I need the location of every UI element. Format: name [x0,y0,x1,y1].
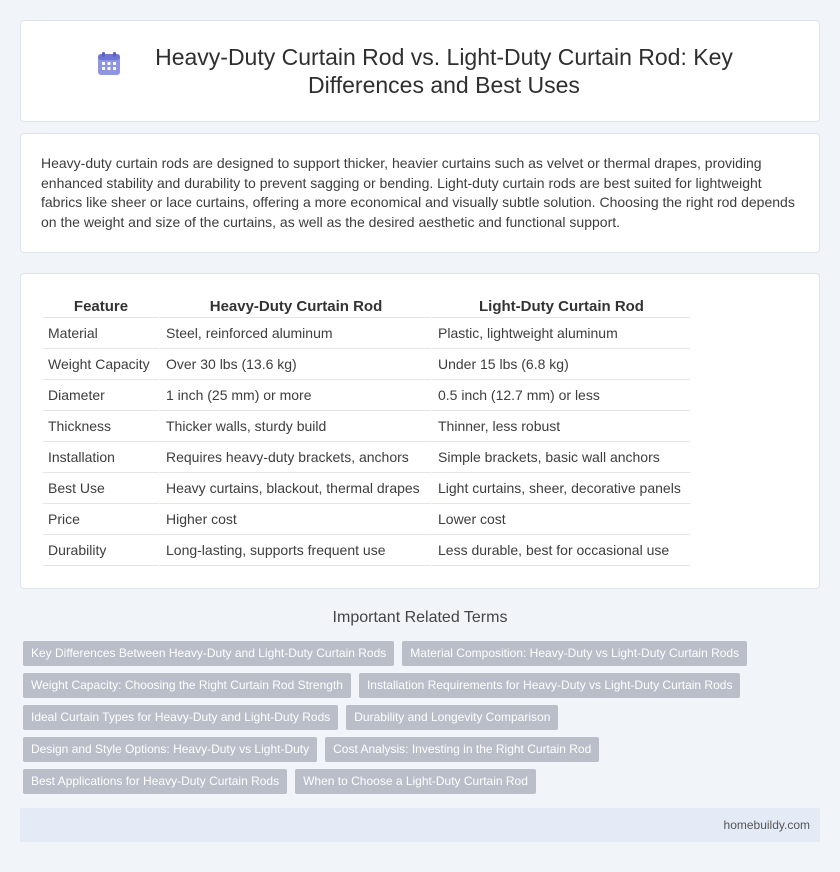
related-term-tag[interactable]: Best Applications for Heavy-Duty Curtain Rods [23,769,287,794]
related-term-tag[interactable]: Key Differences Between Heavy-Duty and Light-Duty Curtain Rods [23,641,394,666]
row-feature: Best Use [43,473,159,504]
table-row [43,380,690,411]
table-row [43,349,690,380]
row-light: Under 15 lbs (6.8 kg) [431,349,690,380]
row-light: Lower cost [431,504,690,535]
header-heavy-duty: Heavy-Duty Curtain Rod [159,296,431,318]
row-feature: Diameter [43,380,159,411]
intro-card [20,133,820,253]
comparison-table [43,296,690,566]
calendar-icon [96,51,122,77]
related-term-tag[interactable]: Material Composition: Heavy-Duty vs Light-Duty Curtain Rods [402,641,747,666]
row-heavy: Higher cost [159,504,431,535]
tag-row [23,705,783,730]
row-feature: Weight Capacity [43,349,159,380]
page-title: Heavy-Duty Curtain Rod vs. Light-Duty Curtain Rod: Key Differences and Best Uses [155,44,733,98]
table-header-row [43,296,690,318]
related-term-tag[interactable]: Ideal Curtain Types for Heavy-Duty and Light-Duty Rods [23,705,338,730]
table-row [43,318,690,349]
table-row [43,411,690,442]
row-light: Less durable, best for occasional use [431,535,690,566]
related-term-tag[interactable]: Cost Analysis: Investing in the Right Curtain Rod [325,737,599,762]
comparison-table-card [20,273,820,589]
related-terms-tags [23,641,783,801]
row-heavy: Requires heavy-duty brackets, anchors [159,442,431,473]
related-terms-title: Important Related Terms [332,609,508,626]
footer-site-link[interactable]: homebuildy.com [723,818,810,832]
row-feature: Price [43,504,159,535]
related-term-tag[interactable]: Durability and Longevity Comparison [346,705,558,730]
table-row [43,535,690,566]
row-light: Plastic, lightweight aluminum [431,318,690,349]
row-heavy: Steel, reinforced aluminum [159,318,431,349]
row-heavy: 1 inch (25 mm) or more [159,380,431,411]
footer [20,808,820,842]
intro-paragraph: Heavy-duty curtain rods are designed to support thicker, heavier curtains such as velvet or thermal drapes, providing enhanced stability and durability to prevent sagging or bending. Light-duty curtain rods are best suited for lightweight fabrics like sheer or lace curtains, offering a more economical and visually subtle solution. Choosing the right rod depends on the weight and size of the curtains, as well as the desired aesthetic and functional support. [41,155,795,230]
tag-row [23,673,783,698]
header-light-duty: Light-Duty Curtain Rod [431,296,690,318]
row-heavy: Long-lasting, supports frequent use [159,535,431,566]
row-heavy: Thicker walls, sturdy build [159,411,431,442]
related-term-tag[interactable]: Weight Capacity: Choosing the Right Curtain Rod Strength [23,673,351,698]
tag-row [23,737,783,762]
row-heavy: Heavy curtains, blackout, thermal drapes [159,473,431,504]
row-light: 0.5 inch (12.7 mm) or less [431,380,690,411]
row-feature: Thickness [43,411,159,442]
title-wrap [96,43,744,99]
row-heavy: Over 30 lbs (13.6 kg) [159,349,431,380]
header-feature: Feature [43,296,159,318]
row-light: Thinner, less robust [431,411,690,442]
tag-row [23,769,783,794]
related-term-tag[interactable]: When to Choose a Light-Duty Curtain Rod [295,769,536,794]
row-light: Simple brackets, basic wall anchors [431,442,690,473]
row-light: Light curtains, sheer, decorative panels [431,473,690,504]
row-feature: Material [43,318,159,349]
tag-row [23,641,783,666]
related-term-tag[interactable]: Installation Requirements for Heavy-Duty vs Light-Duty Curtain Rods [359,673,740,698]
title-card [20,20,820,122]
table-row [43,473,690,504]
table-row [43,442,690,473]
table-row [43,504,690,535]
row-feature: Installation [43,442,159,473]
related-term-tag[interactable]: Design and Style Options: Heavy-Duty vs Light-Duty [23,737,317,762]
row-feature: Durability [43,535,159,566]
